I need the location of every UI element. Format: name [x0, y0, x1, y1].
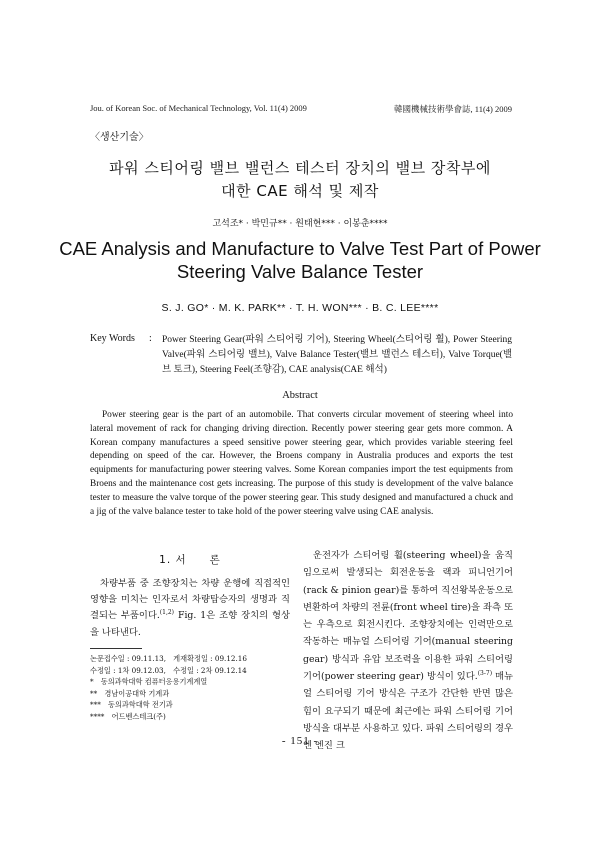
korean-title-line-1: 파워 스티어링 밸브 밸런스 테스터 장치의 밸브 장착부에: [109, 159, 491, 177]
footnote-affiliation-3: *** 동의과학대학 전기과: [90, 700, 173, 709]
abstract-body: Power steering gear is the part of an automobile. That converts circular movement of steering wheel into lateral movement of rack for changing driving direction. Recently power steering gear gets more common. A Korean company manufactures a speed sensitive power steering gear, which provides variable steering feel depending on speed of the car. However, the Broens company in Australia produces and exports the test equipments for manufacturing power steering valves. Some Korean companies import the test equipments from Broens and the maintenance cost gets increasing. The purpose of this study is development of the valve balance tester to measure the valve torque of the power steering gear. This study designed and manufactured a chuck and a jig of the valve balance tester to take hold of the power steering valve using CAE analysis.: [90, 410, 513, 517]
english-title-line-1: CAE Analysis and Manufacture to Valve Test Part of Power: [59, 238, 541, 259]
keywords-text: Power Steering Gear(파워 스티어링 기어), Steering Wheel(스티어링 휠), Power Steering Valve(파워 스티어링 밸브), Valve Balance Tester(밸브 밸런스 테스터), Valve Torque(밸브 토크), Steering Feel(조향감), CAE analysis(CAE 해석): [162, 335, 512, 375]
abstract-heading: Abstract: [282, 390, 318, 401]
intro-text-part-2: Fig. 1은 조향 장치의 형상을 나타낸다.: [90, 610, 290, 638]
intro-column-2: [303, 547, 513, 755]
journal-header-left: Jou. of Korean Soc. of Mechanical Technology, Vol. 11(4) 2009: [90, 103, 307, 113]
intro-col2-part-1: 운전자가 스티어링 휠(steering wheel)을 움직임으로써 발생되는 회전운동을 랙과 피니언기어(rack & pinion gear)를 통하여 직선왕복운동으로 변환하여 차량의 전륜(front wheel tire)을 좌측 또는 우측으로 회전시킨다. 조향장치에는 인력만으로 작동하는 매뉴얼 스티어링 기어(manual steering gear) 방식과 유압 보조력을 이용한 파워 스티어링 기어(power steering gear) 방식이 있다.: [303, 550, 513, 683]
intro-column-1: [90, 576, 290, 641]
footnote-affiliation-2: ** 경남이공대학 기계과: [90, 688, 170, 698]
intro-col2-part-2: 매뉴얼 스티어링 기어 방식은 구조가 간단한 반면 많은 힘이 요구되기 때문에 최근에는 파워 스티어링 기어 방식을 대부분 사용하고 있다. 파워 스티어링의 경우엔 엔진 크: [303, 671, 513, 752]
keywords-label: Key Words: [90, 333, 135, 344]
page-number: - 151 -: [281, 735, 319, 747]
english-title-line-2: Steering Valve Balance Tester: [176, 261, 424, 282]
journal-header-right: 韓國機械技術學會誌, 11(4) 2009: [394, 104, 512, 114]
korean-authors: 고석조* · 박민규** · 원태현*** · 이봉춘****: [212, 219, 388, 229]
citation: (1,2): [159, 609, 175, 617]
section-1-heading: 1. 서 론: [159, 554, 221, 566]
section-tag: 〈생산기술〉: [90, 132, 149, 143]
footnote-dates-1: 논문접수일 : 09.11.13, 게재확정일 : 09.12.16: [90, 654, 247, 663]
korean-title-line-2: 대한 CAE 해석 및 제작: [221, 182, 379, 200]
intro-text-part-1: 차량부품 중 조향장치는 차량 운행에 직접적인 영향을 미치는 인자로서 차량탑승자의 생명과 직결되는 부품이다.: [90, 578, 290, 622]
keywords-colon: :: [149, 333, 152, 344]
footnote-divider: [90, 648, 142, 649]
footnote-affiliation-4: **** 어드벤스테크(주): [90, 711, 166, 721]
footnote-affiliation-1: * 동의과학대학 컴퓨터응용기계계열: [90, 677, 208, 686]
footnote-dates-2: 수정일 : 1차 09.12.03, 수정일 : 2차 09.12.14: [90, 665, 247, 675]
citation: (3-7): [477, 669, 493, 677]
footnotes: [90, 653, 300, 722]
english-authors: S. J. GO* · M. K. PARK** · T. H. WON*** · B. C. LEE****: [161, 302, 439, 314]
